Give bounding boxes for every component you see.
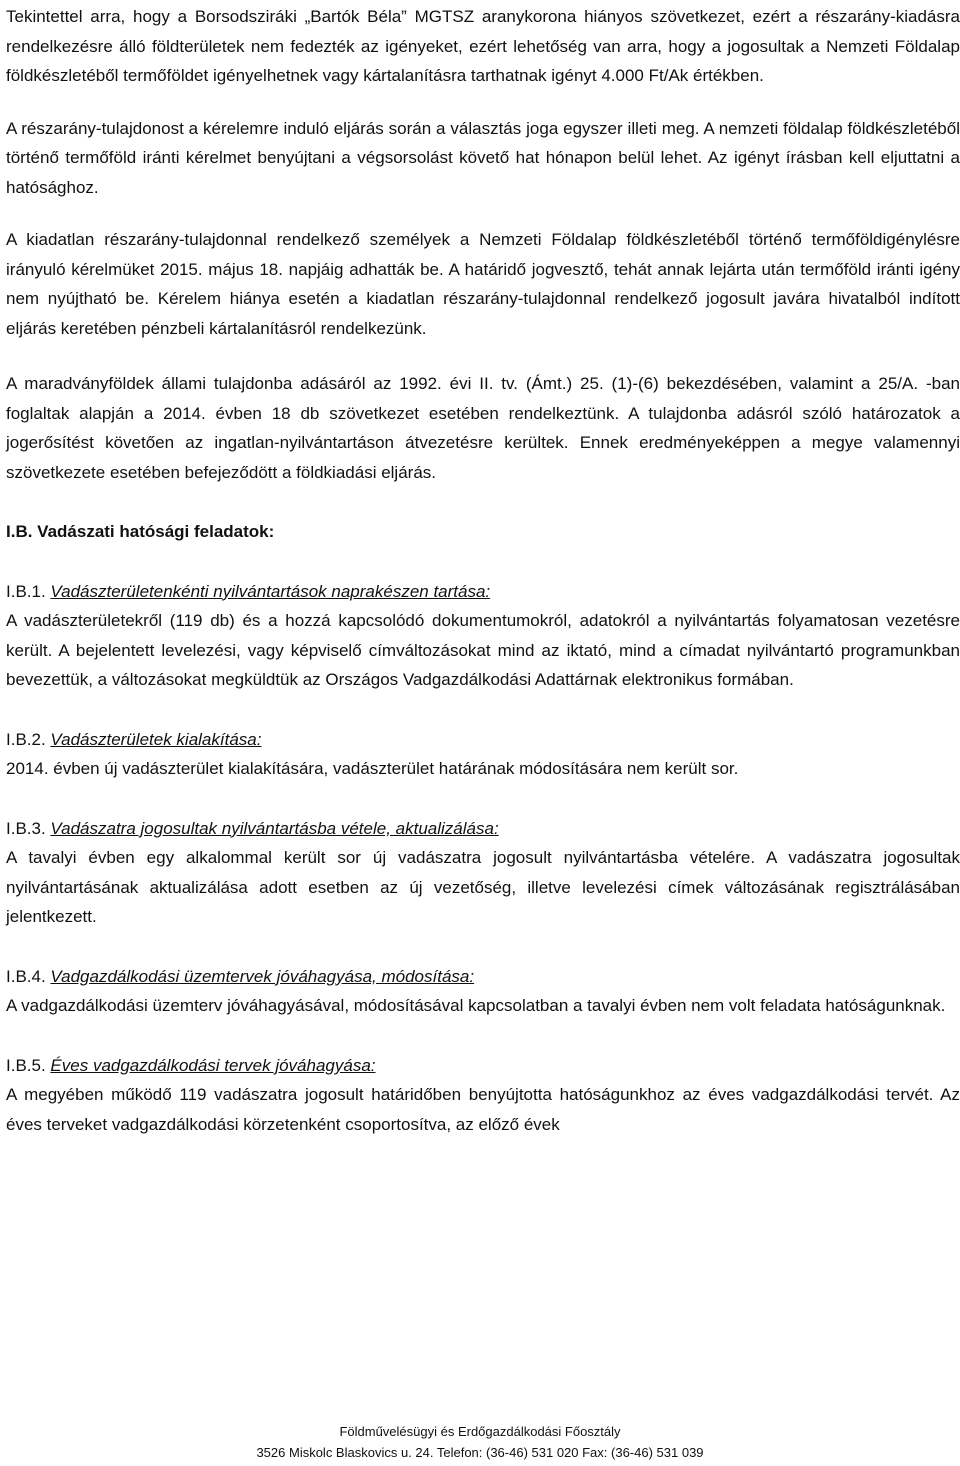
subsection-number: I.B.3.	[6, 818, 46, 838]
subsection-title: Vadászterületek kialakítása:	[50, 729, 262, 749]
subsection-number: I.B.5.	[6, 1055, 46, 1075]
subsection-ib3	[6, 814, 960, 932]
paragraph-deadline: A kiadatlan részarány-tulajdonnal rendelkező személyek a Nemzeti Földalap földkészletéből történő termőföldigénylésre irányuló kérelmüket 2015. május 18. napjáig adhatták be. A határidő jogvesztő, tehát annak lejárta után termőföld iránti igény nem nyújtható be. Kérelem hiánya esetén a kiadatlan részarány-tulajdonnal rendelkező jogosult javára hivatalból indított eljárás keretében pénzbeli kártalanításról rendelkezünk.	[6, 230, 960, 338]
paragraph-residual-land: A maradványföldek állami tulajdonba adásáról az 1992. évi II. tv. (Ámt.) 25. (1)-(6) bekezdésében, valamint a 25/A. -ban foglaltak alapján a 2014. évben 18 db szövetkezet esetében rendelkeztünk. A tulajdonba adásról szóló határozatok a jogerősítést követően az ingatlan-nyilvántartáson átvezetésre kerültek. Ennek eredményeképpen a megye valamennyi szövetkezete esetében befejeződött a földkiadási eljárás.	[6, 374, 960, 482]
subsection-heading	[6, 814, 960, 844]
subsection-number: I.B.2.	[6, 729, 46, 749]
section-heading: I.B. Vadászati hatósági feladatok:	[6, 522, 275, 541]
document-body	[6, 2, 960, 1139]
subsection-heading	[6, 962, 960, 992]
subsection-body: A megyében működő 119 vadászatra jogosult határidőben benyújtotta hatóságunkhoz az éves vadgazdálkodási tervét. Az éves terveket vadgazdálkodási körzetenként csoportosítva, az előző évek	[6, 1085, 960, 1134]
subsection-body: A tavalyi évben egy alkalommal került sor új vadászatra jogosult nyilvántartásba vételére. A vadászatra jogosultak nyilvántartásának aktualizálása adott esetben az új vezetőség, illetve levelezési címek változásának regisztrálásában jelentkezett.	[6, 848, 960, 926]
subsection-title: Éves vadgazdálkodási tervek jóváhagyása:	[50, 1055, 376, 1075]
subsection-body: A vadászterületekről (119 db) és a hozzá kapcsolódó dokumentumokról, adatokról a nyilvántartás folyamatosan vezetésre került. A bejelentett levelezési, vagy képviselő címváltozásokat mind az iktató, mind a címadat nyilvántartó programunkban bevezettük, a változásokat megküldtük az Országos Vadgazdálkodási Adattárnak elektronikus formában.	[6, 611, 960, 689]
subsection-number: I.B.4.	[6, 966, 46, 986]
subsection-body: 2014. évben új vadászterület kialakítására, vadászterület határának módosítására nem került sor.	[6, 759, 739, 778]
subsection-ib2	[6, 725, 960, 784]
subsection-ib5	[6, 1051, 960, 1140]
subsection-ib1	[6, 577, 960, 695]
subsection-title: Vadgazdálkodási üzemtervek jóváhagyása, módosítása:	[50, 966, 475, 986]
subsection-body: A vadgazdálkodási üzemterv jóváhagyásával, módosításával kapcsolatban a tavalyi évben nem volt feladata hatóságunknak.	[6, 996, 946, 1015]
subsection-heading	[6, 725, 960, 755]
subsection-number: I.B.1.	[6, 581, 46, 601]
subsection-heading	[6, 1051, 960, 1081]
subsection-title: Vadászterületenkénti nyilvántartások naprakészen tartása:	[50, 581, 491, 601]
paragraph-borsodsziraki: Tekintettel arra, hogy a Borsodsziráki „Bartók Béla” MGTSZ aranykorona hiányos szövetkezet, ezért a részarány-kiadásra rendelkezésre álló földterületek nem fedezték az igényeket, ezért lehetőség van arra, hogy a jogosultak a Nemzeti Földalap földkészletéből termőföldet igényelhetnek vagy kártalanításra tarthatnak igényt 4.000 Ft/Ak értékben.	[6, 7, 960, 85]
subsection-ib4	[6, 962, 960, 1021]
footer-organization: Földművelésügyi és Erdőgazdálkodási Főosztály	[339, 1424, 621, 1439]
paragraph-choice-right: A részarány-tulajdonost a kérelemre induló eljárás során a választás joga egyszer illeti meg. A nemzeti földalap földkészletéből történő termőföld iránti kérelmet benyújtani a végsorsolást követő hat hónapon belül lehet. Az igényt írásban kell eljuttatni a hatósághoz.	[6, 118, 960, 197]
subsection-title: Vadászatra jogosultak nyilvántartásba vétele, aktualizálása:	[50, 818, 499, 838]
subsection-heading	[6, 577, 960, 607]
footer-address: 3526 Miskolc Blaskovics u. 24. Telefon: (36-46) 531 020 Fax: (36-46) 531 039	[256, 1445, 704, 1460]
